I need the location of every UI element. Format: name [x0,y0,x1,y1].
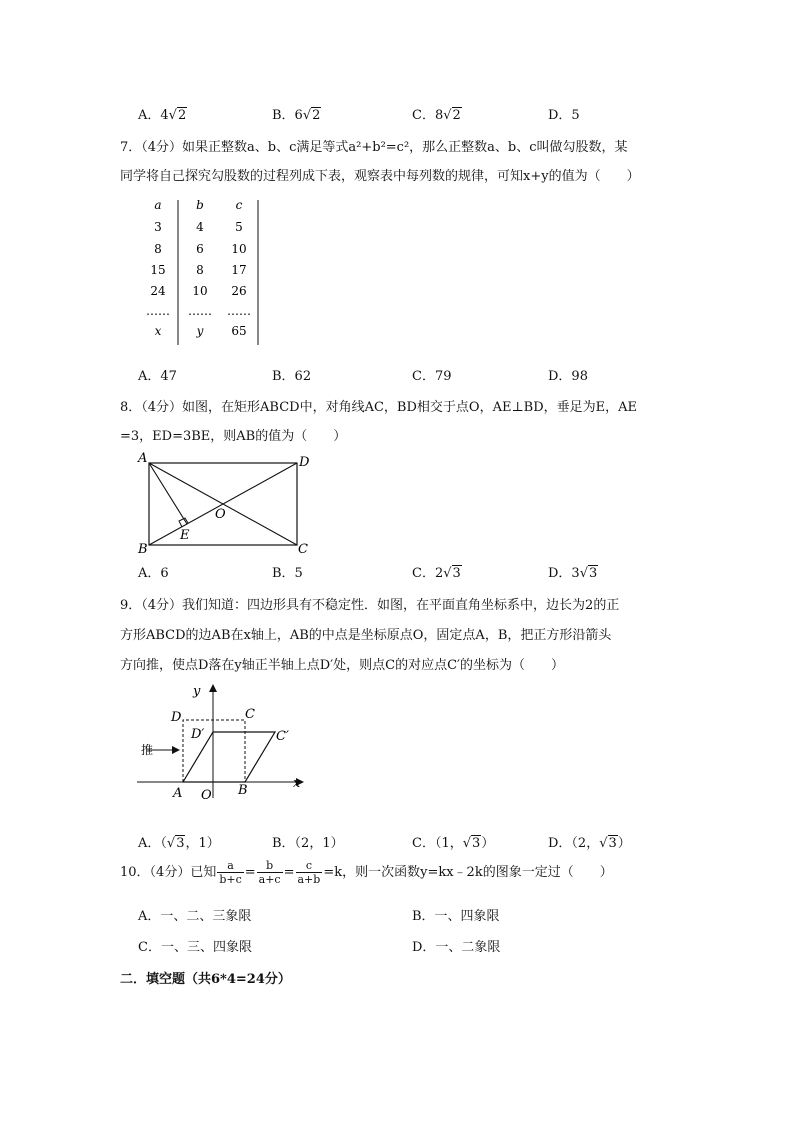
q10-frac1 [217,859,243,886]
q6-option-a: A．4√2 [138,108,187,123]
table-cell: 10 [192,284,208,298]
table-cell: 4 [196,220,204,234]
q7-table [140,195,270,350]
q6-option-b: B．6√2 [272,108,321,123]
table-cell: …… [227,304,251,318]
table-cell: 3 [154,220,162,234]
label-c-prime: C′ [276,729,289,744]
label-d: D [171,710,182,725]
q9-coordinate-figure [135,680,310,805]
q9-option-d: D．（2，√3） [548,836,631,851]
label-b: B [238,783,248,798]
label-o: O [215,507,226,522]
q8-rectangle-figure [135,450,315,558]
frac2-den: a+c [258,873,281,886]
table-cell: 26 [231,284,247,298]
label-push: 推 [141,743,154,757]
q9-line2: 方形ABCD的边AB在x轴上，AB的中点是坐标原点O，固定点A，B，把正方形沿箭头 [120,628,612,643]
q10-frac2 [257,859,283,886]
q10-stem: 10．（4分）已知 $\frac{a}{b+c}$ = $\frac{b}{a+c}$ = $\frac{c}{a+b}$ =k，则一次函数y=kx﹣2k的图象一定过（ ） [120,859,613,886]
q6-option-d: D．5 [548,108,580,123]
q10-suffix: =k，则一次函数y=kx﹣2k的图象一定过（ ） [323,865,613,880]
q8-line1: 8．（4分）如图，在矩形ABCD中，对角线AC，BD相交于点O，AE⊥BD，垂足为E，AE [120,400,638,415]
q8-option-d: D．3√3 [548,566,598,581]
q10-frac3 [296,859,323,886]
q9-option-b: B．（2，1） [272,836,344,851]
label-y: y [193,684,201,699]
label-x: x [293,776,301,791]
q10-option-c: C．一、三、四象限 [138,940,252,955]
q9-option-a: A．（√3，1） [138,836,220,851]
table-cell: …… [146,304,170,318]
table-header-cell: c [235,198,243,212]
q7-line1: 7．（4分）如果正整数a、b、c满足等式a²+b²=c²，那么正整数a、b、c叫做勾股数，某 [120,140,628,155]
q7-option-b: B．62 [272,369,312,384]
label-c: C [245,707,255,722]
label-e: E [180,528,190,543]
q8-option-b: B．5 [272,566,303,581]
q8-option-a: A．6 [138,566,169,581]
label-a: A [173,786,183,801]
frac3-num: c [296,859,323,873]
label-d-prime: D′ [191,727,205,742]
q7-option-d: D．98 [548,369,588,384]
table-cell: 5 [235,220,243,234]
q8-line2: =3，ED=3BE，则AB的值为（ ） [120,429,347,444]
table-cell: y [196,324,204,338]
q10-option-d: D．一、二象限 [412,940,501,955]
q7-option-a: A．47 [138,369,177,384]
frac2-num: b [257,859,283,873]
table-cell: 10 [231,242,247,256]
table-cell: 8 [154,242,162,256]
segment-ae [149,463,187,524]
q10-prefix: 10．（4分）已知 [120,865,217,880]
q10-option-a: A．一、二、三象限 [138,909,252,924]
q10-option-b: B．一、四象限 [412,909,500,924]
label-o: O [201,788,212,803]
frac3-den: a+b [297,873,321,886]
q9-option-c: C．（1，√3） [412,836,495,851]
frac1-num: a [217,859,243,873]
table-cell: x [154,324,162,338]
table-cell: 65 [231,324,247,338]
label-d: D [299,455,310,470]
table-cell: 15 [150,263,166,277]
q7-line2: 同学将自己探究勾股数的过程列成下表，观察表中每列数的规律，可知x+y的值为（ ） [120,169,640,184]
q7-option-c: C．79 [412,369,452,384]
q9-line3: 方向推，使点D落在y轴正半轴上点D′处，则点C的对应点C′的坐标为（ ） [120,658,564,673]
q6-option-c: C．8√2 [412,108,461,123]
section-2-heading: 二．填空题（共6*4=24分） [120,972,291,987]
label-a: A [138,451,148,466]
frac1-den: b+c [219,873,242,886]
table-cell: …… [188,304,212,318]
table-cell: 17 [231,263,247,277]
label-c: C [298,542,308,557]
table-cell: 8 [196,263,204,277]
table-cell: 6 [196,242,204,256]
table-cell: 24 [150,284,166,298]
table-header-cell: b [196,198,204,212]
q8-option-c: C．2√3 [412,566,461,581]
q9-line1: 9．（4分）我们知道：四边形具有不稳定性．如图，在平面直角坐标系中，边长为2的正 [120,598,620,613]
label-b: B [138,542,148,557]
table-header-cell: a [154,198,162,212]
